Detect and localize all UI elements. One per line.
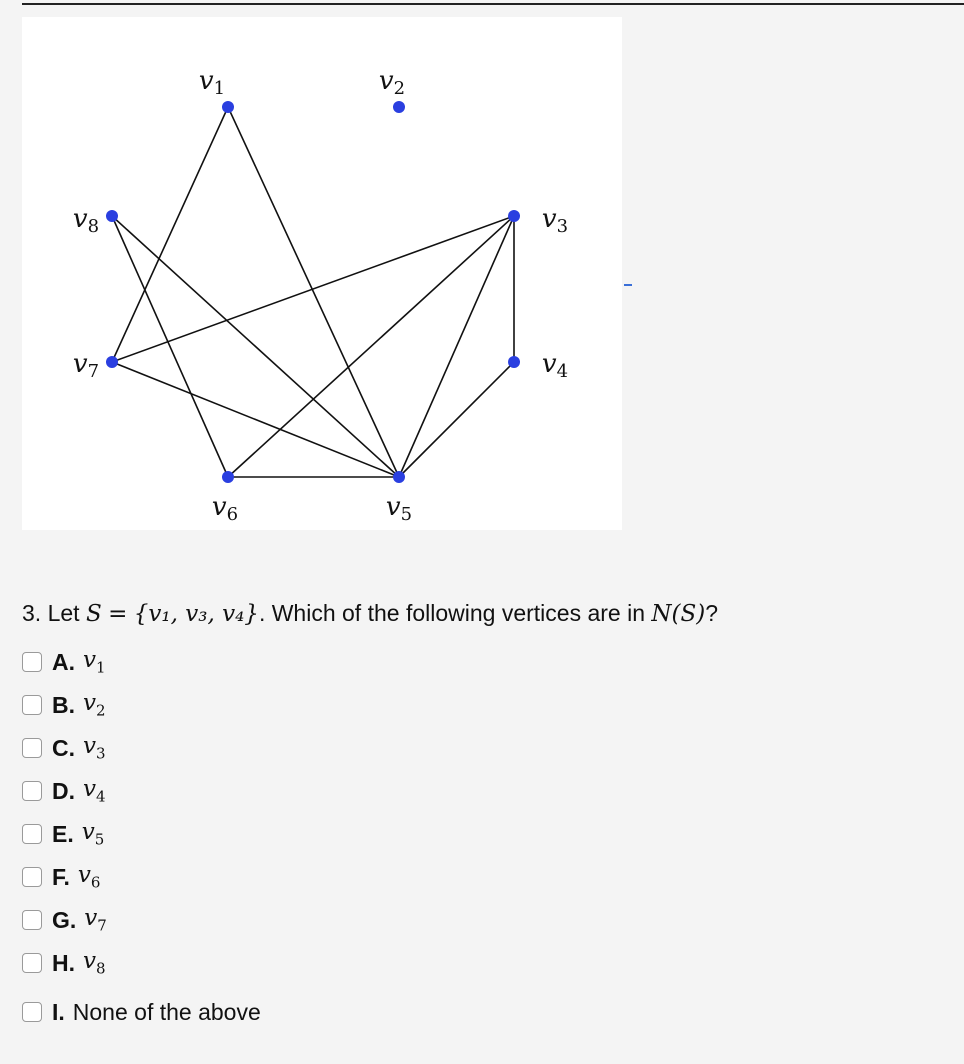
set-members: {v₁, v₃, v₄} [133, 601, 259, 627]
option-var-base: v [84, 905, 98, 932]
edge-v7-v3 [112, 216, 514, 362]
option-var-sub: 5 [94, 830, 105, 849]
option-var-sub: 8 [96, 959, 106, 978]
edge-v4-v5 [399, 362, 514, 477]
checkbox-h[interactable] [22, 953, 42, 973]
graph-canvas [22, 17, 622, 530]
option-g[interactable] [22, 903, 107, 937]
question-mid: . Which of the following vertices are in [258, 600, 645, 626]
vertex-v2 [393, 101, 405, 113]
edge-v1-v5 [228, 107, 399, 477]
option-var-base: v [83, 647, 96, 674]
option-letter: G. [52, 906, 77, 933]
option-e[interactable] [22, 817, 104, 851]
vertex-v6 [222, 471, 234, 483]
edge-v7-v5 [112, 362, 399, 477]
vertex-label-v6: v6 [211, 492, 239, 525]
option-var-sub: 6 [90, 873, 101, 892]
equals-sign: = [108, 601, 128, 627]
option-variable [82, 819, 105, 849]
option-var-base: v [83, 776, 96, 803]
option-var-base: v [81, 819, 95, 846]
option-letter: I. [52, 998, 65, 1025]
vertex-label-v1: v1 [198, 66, 226, 99]
question-prefix: Let [47, 600, 80, 626]
option-text: None of the above [72, 998, 261, 1025]
option-d[interactable] [22, 774, 106, 808]
edge-v8-v6 [112, 216, 228, 477]
neighborhood-expr: N(S) [651, 601, 706, 627]
vertex-label-v3: v3 [541, 204, 569, 237]
vertex-v1 [222, 101, 234, 113]
option-letter: C. [52, 734, 75, 761]
vertex-label-v7: v7 [72, 349, 100, 382]
option-c[interactable] [22, 731, 106, 765]
option-var-sub: 1 [96, 658, 106, 677]
option-var-sub: 3 [96, 744, 106, 763]
vertex-label-v2: v2 [378, 66, 406, 99]
vertex-v8 [106, 210, 118, 222]
option-variable [78, 862, 101, 892]
option-variable [83, 948, 106, 978]
checkbox-i[interactable] [22, 1002, 42, 1022]
question-number: 3. [22, 600, 42, 626]
checkbox-g[interactable] [22, 910, 42, 930]
option-letter: E. [52, 820, 74, 847]
stray-mark [624, 284, 632, 286]
vertex-label-v8: v8 [72, 204, 100, 237]
vertex-v4 [508, 356, 520, 368]
option-var-base: v [83, 733, 96, 760]
vertex-v7 [106, 356, 118, 368]
option-var-base: v [83, 690, 96, 717]
question-text [22, 600, 718, 627]
option-var-sub: 4 [96, 787, 106, 806]
option-variable [83, 690, 106, 720]
checkbox-a[interactable] [22, 652, 42, 672]
option-var-base: v [83, 948, 96, 975]
option-variable [83, 647, 106, 677]
option-letter: B. [52, 691, 75, 718]
option-letter: F. [52, 863, 70, 890]
edge-v1-v7 [112, 107, 228, 362]
checkbox-d[interactable] [22, 781, 42, 801]
option-b[interactable] [22, 688, 106, 722]
option-var-base: v [77, 862, 91, 889]
checkbox-e[interactable] [22, 824, 42, 844]
graph-figure [22, 17, 622, 530]
option-variable [83, 776, 106, 806]
checkbox-b[interactable] [22, 695, 42, 715]
option-variable [84, 905, 107, 935]
checkbox-c[interactable] [22, 738, 42, 758]
top-divider [22, 3, 964, 5]
option-h[interactable] [22, 946, 106, 980]
vertex-v5 [393, 471, 405, 483]
option-letter: H. [52, 949, 75, 976]
option-var-sub: 7 [97, 916, 107, 935]
option-a[interactable] [22, 645, 106, 679]
checkbox-f[interactable] [22, 867, 42, 887]
option-letter: D. [52, 777, 75, 804]
option-variable [83, 733, 106, 763]
vertex-label-v5: v5 [385, 492, 413, 525]
option-letter: A. [52, 648, 75, 675]
vertex-v3 [508, 210, 520, 222]
edge-v3-v5 [399, 216, 514, 477]
question-suffix: ? [705, 600, 719, 626]
option-f[interactable] [22, 860, 100, 894]
vertex-label-v4: v4 [541, 349, 569, 382]
option-i[interactable] [22, 995, 261, 1029]
option-var-sub: 2 [96, 701, 106, 720]
set-name: S [85, 601, 102, 627]
edge-v3-v6 [228, 216, 514, 477]
